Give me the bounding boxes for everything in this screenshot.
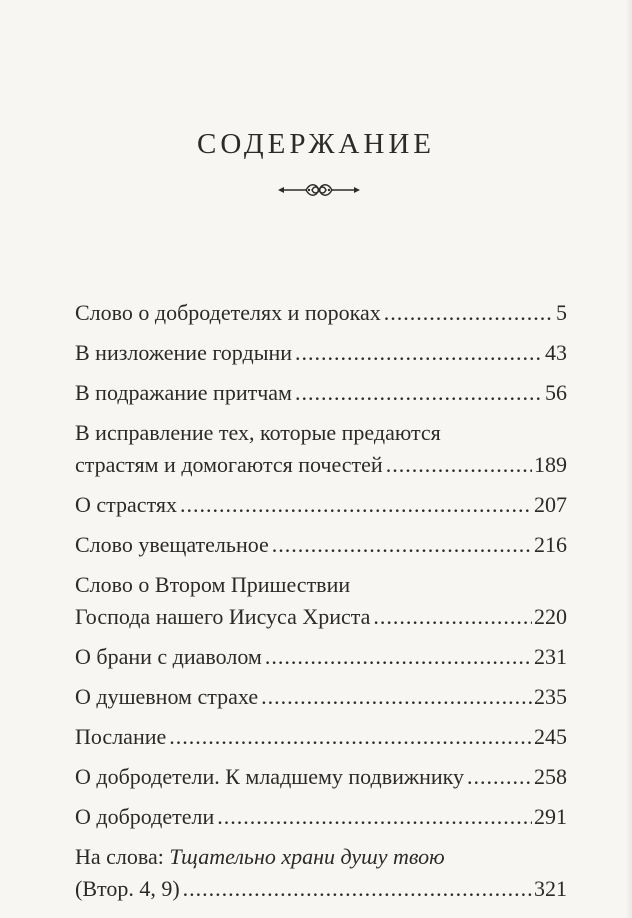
toc-entry-title-italic: Тщательно храни душу твою [169, 844, 445, 869]
toc-entry[interactable] [75, 377, 567, 409]
toc-entry[interactable] [75, 569, 567, 633]
toc-entry-title: О страстях [75, 492, 178, 517]
toc-entry-title-line1 [75, 841, 567, 873]
toc-leader-dots [386, 449, 532, 481]
toc-leader-dots [265, 641, 532, 673]
page-title: СОДЕРЖАНИЕ [197, 128, 435, 160]
toc-entry-title: Слово о добродетелях и пороках [75, 300, 381, 325]
toc-entry[interactable] [75, 417, 567, 481]
toc-page-number: 245 [534, 724, 567, 749]
toc-entry-title: В подражание притчам [75, 380, 292, 405]
toc-entry[interactable] [75, 761, 567, 793]
toc-page-number: 43 [545, 340, 567, 365]
toc-leader-dots [272, 529, 532, 561]
toc-leader-dots [180, 489, 532, 521]
toc-page-number: 207 [534, 492, 567, 517]
toc-page-number: 5 [556, 300, 567, 325]
toc-entry-title: О душевном страхе [75, 684, 259, 709]
toc-entry[interactable] [75, 721, 567, 753]
toc-entry[interactable] [75, 641, 567, 673]
toc-page-number: 231 [534, 644, 567, 669]
toc-leader-dots [467, 761, 532, 793]
toc-entry-title: страстям и домогаются почестей [75, 452, 383, 477]
toc-page-number: 216 [534, 532, 567, 557]
toc-page-number: 220 [534, 604, 567, 629]
toc-page-number: 56 [545, 380, 567, 405]
toc-page-number: 189 [534, 452, 567, 477]
toc-leader-dots [373, 601, 532, 633]
toc-entry-title: О добродетели [75, 804, 215, 829]
toc-leader-dots [295, 337, 543, 369]
toc-leader-dots [261, 681, 532, 713]
toc-entry-title: Послание [75, 724, 167, 749]
toc-entry-title: В низложение гордыни [75, 340, 293, 365]
toc-entry-title: Господа нашего Иисуса Христа [75, 604, 371, 629]
toc-leader-dots [183, 873, 532, 905]
toc-page-number: 291 [534, 804, 567, 829]
toc-leader-dots [384, 297, 554, 329]
toc-entry[interactable] [75, 489, 567, 521]
ornament-divider-icon [276, 180, 362, 200]
toc-entry-title: О брани с диаволом [75, 644, 262, 669]
toc-entry-title: О добродетели. К младшему подвижнику [75, 764, 465, 789]
toc-leader-dots [169, 721, 532, 753]
toc-entry[interactable] [75, 529, 567, 561]
toc-entry-title-line1: В исправление тех, которые предаются [75, 420, 441, 445]
toc-entry[interactable] [75, 337, 567, 369]
toc-page-number: 235 [534, 684, 567, 709]
toc-leader-dots [217, 801, 532, 833]
toc-entry-title-line1: Слово о Втором Пришествии [75, 572, 351, 597]
toc-entry[interactable] [75, 801, 567, 833]
toc-entry-title: (Втор. 4, 9) [75, 876, 180, 901]
toc-leader-dots [295, 377, 543, 409]
toc-entry[interactable] [75, 681, 567, 713]
toc-entry[interactable] [75, 841, 567, 905]
toc-entry[interactable] [75, 297, 567, 329]
toc-page-number: 258 [534, 764, 567, 789]
toc-entry-title-prefix: На слова: [75, 844, 170, 869]
toc-page-number: 321 [534, 876, 567, 901]
table-of-contents [75, 297, 567, 905]
toc-entry-title: Слово увещательное [75, 532, 269, 557]
